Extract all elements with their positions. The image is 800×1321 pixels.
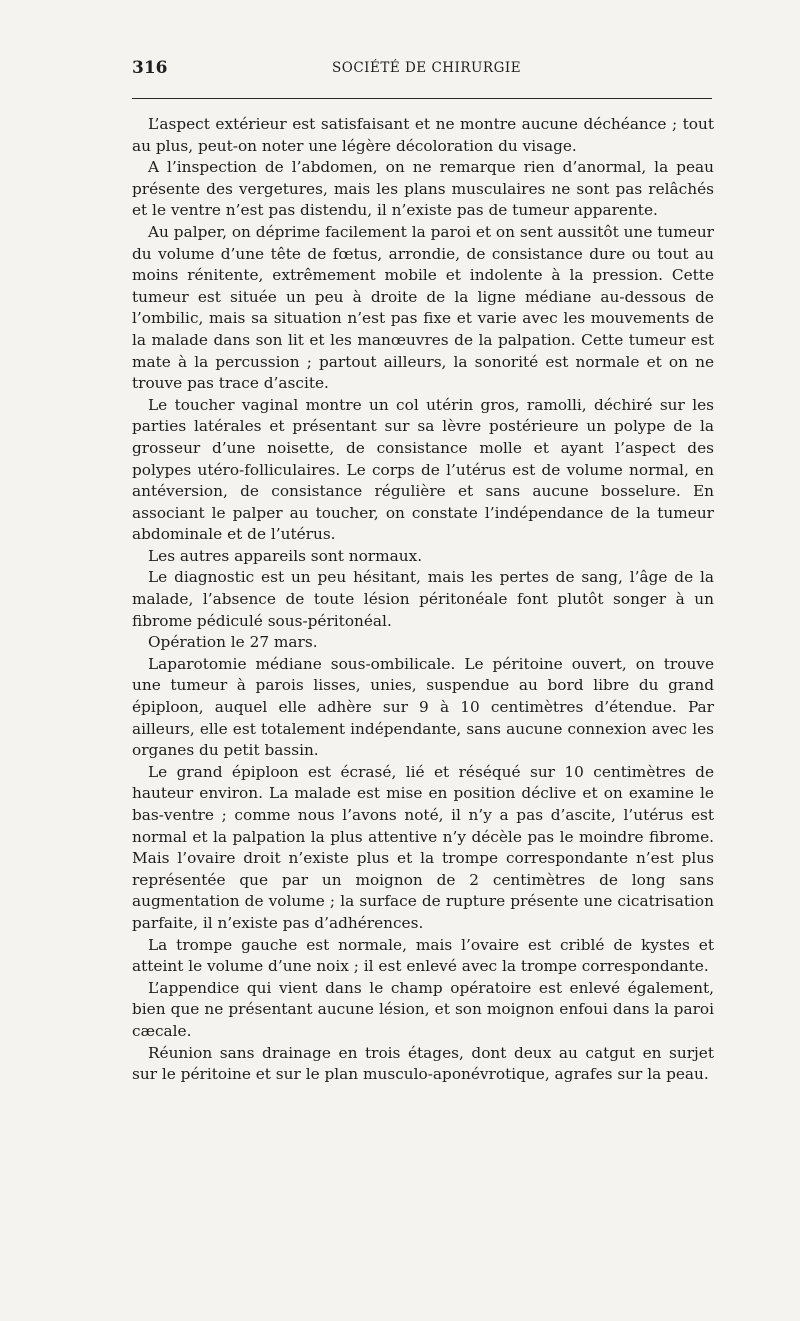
page-header: [132, 58, 712, 86]
paragraph: Au palper, on déprime facilement la paroi et on sent aussitôt une tumeur du volume d’une tête de fœtus, arrondie, de consistance dure ou tout au moins rénitente, extrêmement mobile et indolente à la pression. Cette tumeur est située un peu à droite de la ligne médiane au-dessous de l’ombilic, mais sa situation n’est pas fixe et varie avec les mouvements de la malade dans son lit et les manœuvres de la palpation. Cette tumeur est mate à la percussion ; partout ailleurs, la sonorité est normale et on ne trouve pas trace d’ascite.: [132, 222, 714, 393]
paragraph: Le toucher vaginal montre un col utérin gros, ramolli, déchiré sur les parties latérales et présentant sur sa lèvre postérieure un polype de la grosseur d’une noisette, de consistance molle et ayant l’aspect des polypes utéro-folliculaires. Le corps de l’utérus est de volume normal, en antéversion, de consistance régulière et sans aucune bosselure. En associant le palper au toucher, on constate l’indépendance de la tumeur abdominale et de l’utérus.: [132, 395, 714, 544]
paragraph: La trompe gauche est normale, mais l’ovaire est criblé de kystes et atteint le volume d’une noix ; il est enlevé avec la trompe correspondante.: [132, 935, 714, 976]
body-text: [132, 114, 714, 1086]
paragraph: Le diagnostic est un peu hésitant, mais les pertes de sang, l’âge de la malade, l’absence de toute lésion péritonéale font plutôt songer à un fibrome pédiculé sous-péritonéal.: [132, 568, 714, 630]
paragraph: A l’inspection de l’abdomen, on ne remarque rien d’anormal, la peau présente des vergetures, mais les plans musculaires ne sont pas relâchés et le ventre n’est pas distendu, il n’existe pas de tumeur apparente.: [132, 158, 714, 220]
paragraph: Le grand épiploon est écrasé, lié et réséqué sur 10 centimètres de hauteur environ. La malade est mise en position déclive et on examine le bas-ventre ; comme nous l’avons noté, il n’y a pas d’ascite, l’utérus est normal et la palpation la plus attentive n’y décèle pas le moindre fibrome. Mais l’ovaire droit n’existe plus et la trompe correspondante n’est plus représentée que par un moignon de 2 centimètres de long sans augmentation de volume ; la surface de rupture présente une cicatrisation parfaite, il n’existe pas d’adhérences.: [132, 762, 714, 932]
page-number: 316: [132, 58, 168, 78]
running-title: SOCIÉTÉ DE CHIRURGIE: [332, 60, 522, 76]
paragraph: Laparotomie médiane sous-ombilicale. Le péritoine ouvert, on trouve une tumeur à parois lisses, unies, suspendue au bord libre du grand épiploon, auquel elle adhère sur 9 à 10 centimètres d’étendue. Par ailleurs, elle est totalement indépendante, sans aucune connexion avec les organes du petit bassin.: [132, 654, 714, 760]
paragraph: L’aspect extérieur est satisfaisant et ne montre aucune déchéance ; tout au plus, peut-on noter une légère décoloration du visage.: [132, 115, 714, 155]
header-rule: [132, 98, 712, 99]
paragraph: Les autres appareils sont normaux.: [148, 546, 423, 565]
paragraph: Opération le 27 mars.: [148, 633, 318, 652]
paragraph: Réunion sans drainage en trois étages, dont deux au catgut en surjet sur le péritoine et sur le plan musculo-aponévrotique, agrafes sur la peau.: [132, 1043, 714, 1084]
paragraph: L’appendice qui vient dans le champ opératoire est enlevé également, bien que ne présentant aucune lésion, et son moignon enfoui dans la paroi cæcale.: [132, 978, 714, 1040]
